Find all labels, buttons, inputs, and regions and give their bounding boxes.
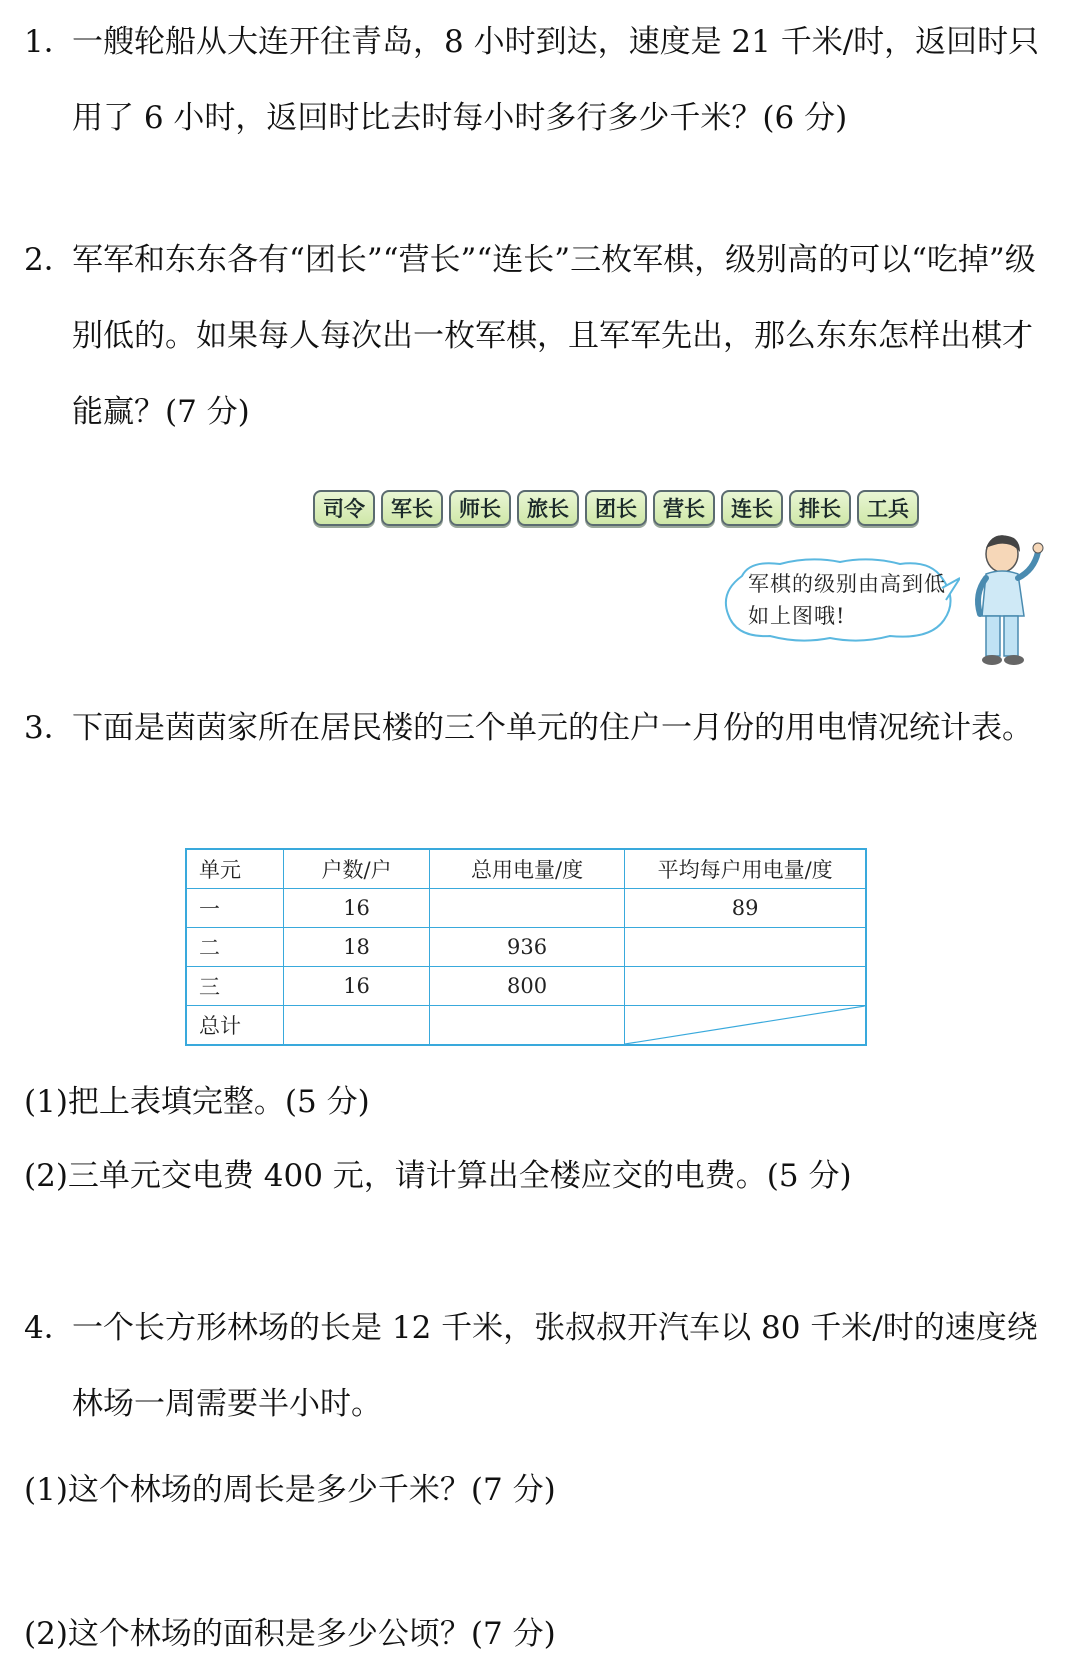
chess-piece: 排长	[789, 490, 851, 526]
table-cell: 三	[186, 967, 284, 1006]
question-1	[24, 4, 1056, 156]
chess-piece: 师长	[449, 490, 511, 526]
table-cell: 总计	[186, 1006, 284, 1046]
chess-piece: 连长	[721, 490, 783, 526]
table-row	[186, 967, 866, 1006]
question-text: 军军和东东各有“团长”“营长”“连长”三枚军棋，级别高的可以“吃掉”级别低的。如果每人每次出一枚军棋，且军军先出，那么东东怎样出棋才能赢？(7 分)	[72, 242, 1036, 430]
question-text: 下面是茵茵家所在居民楼的三个单元的住户一月份的用电情况统计表。	[72, 710, 1033, 746]
subquestion-3-2: (2)三单元交电费 400 元，请计算出全楼应交的电费。(5 分)	[24, 1158, 852, 1194]
subquestion-3-1: (1)把上表填完整。(5 分)	[24, 1084, 370, 1120]
question-4	[24, 1290, 1056, 1442]
question-number: 3．	[24, 710, 75, 746]
chess-piece: 工兵	[857, 490, 919, 526]
table-header-cell: 平均每户用电量/度	[625, 849, 866, 889]
table-cell: 936	[429, 928, 624, 967]
question-number: 2．	[24, 242, 75, 278]
diagonal-cell	[625, 1006, 866, 1046]
question-text: 一艘轮船从大连开往青岛，8 小时到达，速度是 21 千米/时，返回时只用了 6 小时，返回时比去时每小时多行多少千米？(6 分)	[72, 24, 1040, 136]
table-row	[186, 928, 866, 967]
table-cell	[429, 1006, 624, 1046]
chess-piece: 旅长	[517, 490, 579, 526]
boy-icon	[958, 530, 1048, 668]
table-cell	[429, 889, 624, 928]
speech-bubble-text: 军棋的级别由高到低如上图哦!	[748, 572, 946, 628]
table-cell	[625, 967, 866, 1006]
subquestion-4-2: (2)这个林场的面积是多少公顷？(7 分)	[24, 1616, 556, 1652]
table-cell	[625, 928, 866, 967]
table-header-row	[186, 849, 866, 889]
question-text: 一个长方形林场的长是 12 千米，张叔叔开汽车以 80 千米/时的速度绕林场一周需要半小时。	[72, 1310, 1038, 1422]
table-cell	[284, 1006, 430, 1046]
table-header-cell: 总用电量/度	[429, 849, 624, 889]
table-cell: 一	[186, 889, 284, 928]
table-cell: 89	[625, 889, 866, 928]
question-number: 4．	[24, 1310, 75, 1346]
diagonal-line-icon	[625, 1006, 865, 1044]
chess-piece: 司令	[313, 490, 375, 526]
question-2	[24, 222, 1056, 450]
table-header-cell: 户数/户	[284, 849, 430, 889]
subquestion-4-1: (1)这个林场的周长是多少千米？(7 分)	[24, 1472, 556, 1508]
table-row-total	[186, 1006, 866, 1046]
chess-piece: 团长	[585, 490, 647, 526]
question-3	[24, 690, 1056, 766]
table-cell: 16	[284, 967, 430, 1006]
table-header-cell: 单元	[186, 849, 284, 889]
electricity-stats-table	[185, 848, 867, 1046]
chess-piece-row	[313, 490, 919, 526]
table-cell: 16	[284, 889, 430, 928]
chess-piece: 军长	[381, 490, 443, 526]
table-row	[186, 889, 866, 928]
table-cell: 二	[186, 928, 284, 967]
table-cell: 18	[284, 928, 430, 967]
question-number: 1．	[24, 24, 75, 60]
table-cell: 800	[429, 967, 624, 1006]
chess-piece: 营长	[653, 490, 715, 526]
